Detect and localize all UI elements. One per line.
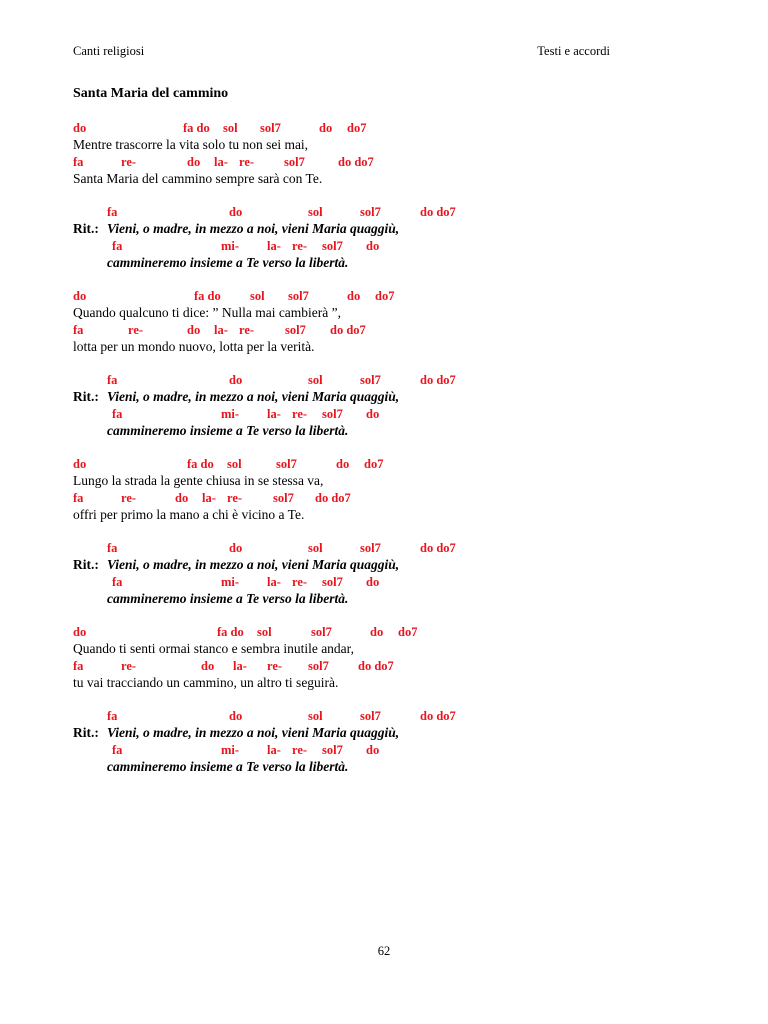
chord: sol7	[322, 575, 343, 589]
verse-1-lyric-1	[0, 136, 768, 153]
chord: do7	[347, 121, 367, 135]
chord: sol7	[276, 457, 297, 471]
chord: mi-	[221, 743, 240, 757]
chord: sol7	[284, 155, 305, 169]
refrain-3-line-1	[0, 556, 768, 573]
chord: do do7	[330, 323, 366, 337]
refrain-4-chords-2	[0, 742, 768, 759]
verse-3-chords-2	[0, 490, 768, 507]
verse-2-chords-2	[0, 322, 768, 339]
chord: sol7	[311, 625, 332, 639]
chord: fa	[107, 541, 118, 555]
chord: sol	[308, 709, 323, 723]
chord: sol	[308, 541, 323, 555]
header-left: Canti religiosi	[73, 44, 145, 58]
chord: sol	[250, 289, 265, 303]
refrain-4-line-2	[0, 758, 768, 775]
chord: do	[73, 457, 87, 471]
verse-1-lyric-2	[0, 170, 768, 187]
chord: fa	[107, 373, 118, 387]
chord: sol7	[360, 709, 381, 723]
chord: do7	[364, 457, 384, 471]
chord: do	[187, 323, 201, 337]
chord: mi-	[221, 407, 240, 421]
chord: fa do	[187, 457, 214, 471]
lyric-text: Quando qualcuno ti dice: ” Nulla mai cambierà ”,	[73, 305, 342, 320]
refrain-text: Vieni, o madre, in mezzo a noi, vieni Maria quaggiù,	[107, 725, 400, 740]
chord: re-	[267, 659, 283, 673]
chord: do do7	[420, 541, 456, 555]
chord: re-	[128, 323, 144, 337]
verse-2-lyric-1	[0, 304, 768, 321]
verse-3-lyric-1	[0, 472, 768, 489]
chord: sol7	[285, 323, 306, 337]
chord: re-	[292, 239, 308, 253]
chord: re-	[227, 491, 243, 505]
chord: fa	[107, 205, 118, 219]
chord: mi-	[221, 575, 240, 589]
verse-4-lyric-2	[0, 674, 768, 691]
verse-3-lyric-2	[0, 506, 768, 523]
chord: do	[73, 289, 87, 303]
chord: re-	[292, 743, 308, 757]
refrain-3-chords-2	[0, 574, 768, 591]
refrain-3-line-2	[0, 590, 768, 607]
chord: sol7	[322, 743, 343, 757]
chord: fa do	[183, 121, 210, 135]
chord: do	[370, 625, 384, 639]
chord: fa	[112, 743, 123, 757]
chord: fa	[112, 239, 123, 253]
song-title: Santa Maria del cammino	[73, 86, 229, 101]
chord: la-	[267, 239, 281, 253]
lyric-text: Mentre trascorre la vita solo tu non sei mai,	[73, 137, 309, 152]
chord: mi-	[221, 239, 240, 253]
chord: re-	[292, 575, 308, 589]
chord: do	[229, 709, 243, 723]
chord: re-	[121, 155, 137, 169]
verse-4-lyric-1	[0, 640, 768, 657]
lyric-text: offri per primo la mano a chi è vicino a Te.	[73, 507, 305, 522]
chord: la-	[214, 323, 228, 337]
chord: sol7	[288, 289, 309, 303]
chord: sol	[227, 457, 242, 471]
refrain-1-chords-2	[0, 238, 768, 255]
verse-2-lyric-2	[0, 338, 768, 355]
verse-1-chords-2	[0, 154, 768, 171]
chord: sol	[308, 373, 323, 387]
chord: do	[187, 155, 201, 169]
chord: do	[366, 407, 380, 421]
chord: fa	[73, 323, 84, 337]
chord: fa do	[217, 625, 244, 639]
refrain-4-line-1	[0, 724, 768, 741]
chord: do	[366, 743, 380, 757]
chord: do7	[398, 625, 418, 639]
verse-1-chords-1	[0, 120, 768, 137]
chord: do	[319, 121, 333, 135]
refrain-label: Rit.:	[73, 725, 99, 740]
chord: do do7	[420, 709, 456, 723]
lyric-text: Lungo la strada la gente chiusa in se stessa va,	[73, 473, 324, 488]
chord: do do7	[338, 155, 374, 169]
chord: do7	[375, 289, 395, 303]
verse-4-chords-2	[0, 658, 768, 675]
chord: fa	[107, 709, 118, 723]
chord: la-	[233, 659, 247, 673]
chord: sol7	[360, 373, 381, 387]
refrain-label: Rit.:	[73, 221, 99, 236]
chord: do	[73, 625, 87, 639]
refrain-text: cammineremo insieme a Te verso la libertà.	[107, 759, 349, 774]
chord: do	[366, 239, 380, 253]
lyric-text: lotta per un mondo nuovo, lotta per la verità.	[73, 339, 315, 354]
chord: do	[201, 659, 215, 673]
chord: sol7	[322, 239, 343, 253]
chord: do	[366, 575, 380, 589]
chord: sol7	[322, 407, 343, 421]
refrain-1-line-1	[0, 220, 768, 237]
refrain-text: Vieni, o madre, in mezzo a noi, vieni Maria quaggiù,	[107, 557, 400, 572]
refrain-label: Rit.:	[73, 389, 99, 404]
verse-3-chords-1	[0, 456, 768, 473]
chord: re-	[239, 155, 255, 169]
chord: do	[336, 457, 350, 471]
chord: la-	[267, 407, 281, 421]
chord: sol7	[360, 205, 381, 219]
refrain-text: cammineremo insieme a Te verso la libertà.	[107, 423, 349, 438]
header-right: Testi e accordi	[537, 44, 610, 58]
chord: do do7	[358, 659, 394, 673]
refrain-2-chords-2	[0, 406, 768, 423]
chord: sol	[257, 625, 272, 639]
refrain-3-chords-1	[0, 540, 768, 557]
chord: la-	[202, 491, 216, 505]
chord: re-	[121, 659, 137, 673]
refrain-text: cammineremo insieme a Te verso la libertà.	[107, 591, 349, 606]
chord: la-	[267, 575, 281, 589]
chord: sol7	[308, 659, 329, 673]
chord: fa	[73, 155, 84, 169]
chord: re-	[239, 323, 255, 337]
chord: fa	[73, 659, 84, 673]
chord: do	[229, 373, 243, 387]
verse-4-chords-1	[0, 624, 768, 641]
chord: sol7	[360, 541, 381, 555]
lyric-text: tu vai tracciando un cammino, un altro ti seguirà.	[73, 675, 339, 690]
chord: sol7	[273, 491, 294, 505]
refrain-text: Vieni, o madre, in mezzo a noi, vieni Maria quaggiù,	[107, 221, 400, 236]
chord: do do7	[420, 373, 456, 387]
refrain-text: Vieni, o madre, in mezzo a noi, vieni Maria quaggiù,	[107, 389, 400, 404]
chord: do	[175, 491, 189, 505]
chord: la-	[214, 155, 228, 169]
refrain-2-line-2	[0, 422, 768, 439]
chord: sol7	[260, 121, 281, 135]
refrain-text: cammineremo insieme a Te verso la libertà.	[107, 255, 349, 270]
refrain-2-chords-1	[0, 372, 768, 389]
chord: do	[229, 541, 243, 555]
chord: sol	[308, 205, 323, 219]
chord: do	[73, 121, 87, 135]
chord: do do7	[420, 205, 456, 219]
chord: fa	[112, 575, 123, 589]
refrain-1-chords-1	[0, 204, 768, 221]
chord: fa do	[194, 289, 221, 303]
refrain-2-line-1	[0, 388, 768, 405]
page-number: 62	[377, 944, 391, 958]
chord: re-	[121, 491, 137, 505]
refrain-label: Rit.:	[73, 557, 99, 572]
refrain-1-line-2	[0, 254, 768, 271]
chord: do	[347, 289, 361, 303]
refrain-4-chords-1	[0, 708, 768, 725]
lyric-text: Quando ti senti ormai stanco e sembra inutile andar,	[73, 641, 355, 656]
chord: la-	[267, 743, 281, 757]
chord: do	[229, 205, 243, 219]
lyric-text: Santa Maria del cammino sempre sarà con Te.	[73, 171, 323, 186]
chord: sol	[223, 121, 238, 135]
chord: do do7	[315, 491, 351, 505]
chord: fa	[73, 491, 84, 505]
verse-2-chords-1	[0, 288, 768, 305]
chord: re-	[292, 407, 308, 421]
chord: fa	[112, 407, 123, 421]
